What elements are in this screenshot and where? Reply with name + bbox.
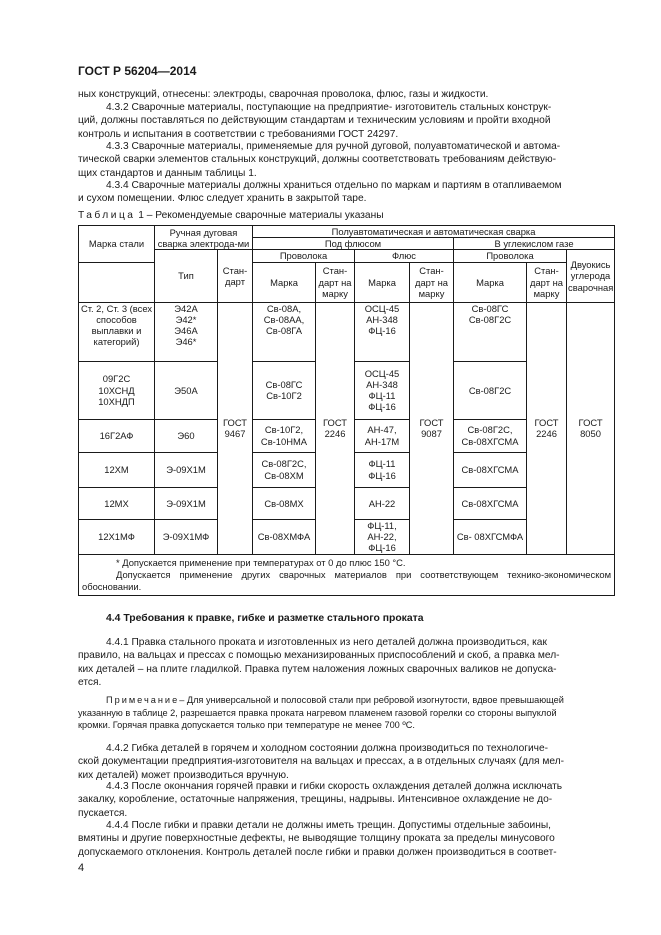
cell-electrode-type: Э-09Х1М	[155, 452, 218, 487]
cell-wire: Св-08ХМФА	[253, 519, 316, 554]
text-line: 4.4.1 Правка стального проката и изготовленных из него деталей должна производиться, как	[106, 637, 547, 648]
header-marka-wire: Марка	[253, 262, 316, 302]
text-line: вмятины и другие поверхностные дефекты, не выводящие толщину проката за пределы минусового	[78, 833, 555, 845]
cell-gost-co2: ГОСТ 8050	[567, 302, 615, 554]
paragraph-4-3-4	[78, 179, 612, 206]
text-line: 4.4.2 Гибка деталей в горячем и холодном состоянии должна производиться по технологиче-	[106, 743, 549, 754]
intro-paragraph	[78, 88, 612, 101]
cell-gost-electrode: ГОСТ 9467	[218, 302, 253, 554]
cell-co2-wire: Св-08ХГСМА	[454, 487, 527, 519]
paragraph-4-3-2	[78, 101, 612, 141]
footnote-other-materials: Допускается применение других сварочных материалов при соответствующем технико-экономическом обосновании.	[82, 568, 612, 592]
cell-flux: ОСЦ-45 АН-348 ФЦ-16	[355, 302, 410, 361]
cell-gost-flux: ГОСТ 9087	[410, 302, 454, 554]
cell-wire: Св-10Г2, Св-10НМА	[253, 419, 316, 452]
paragraph-4-4-4	[78, 819, 612, 859]
text-line: ской документации предприятия-изготовителя на вальцах и прессах, а в отдельных случаях (для мел-	[78, 756, 565, 768]
cell-co2-wire: Св-08ГС Св-08Г2С	[454, 302, 527, 361]
cell-electrode-type: Э-09Х1МФ	[155, 519, 218, 554]
cell-steel: 12Х1МФ	[79, 519, 155, 554]
text-line: ций, должны поставляться по действующим стандартам и техническим условиям и пройти входной	[78, 115, 551, 127]
text-line: 4.4.3 После окончания горячей правки и гибки скорость охлаждения деталей должна исключать	[106, 781, 563, 792]
header-provoloka: Проволока	[253, 250, 355, 262]
cell-steel: 12ХМ	[79, 452, 155, 487]
text-line: ется.	[78, 677, 102, 689]
cell-wire: Св-08МХ	[253, 487, 316, 519]
header-marka-flux: Марка	[355, 262, 410, 302]
text-line: контроль и испытания в соответствии с требованиями ГОСТ 24297.	[78, 128, 399, 140]
text-line: пускается.	[78, 807, 128, 819]
text-line: ных конструкций, отнесены: электроды, сварочная проволока, флюс, газы и жидкости.	[78, 89, 489, 100]
text-line: и сухом помещении. Флюс следует хранить в закрытой таре.	[78, 193, 367, 205]
paragraph-4-3-3	[78, 140, 612, 180]
header-v-uglekislom-gaze: В углекислом газе	[454, 238, 615, 250]
header-std-wire: Стан-дарт на марку	[316, 262, 355, 302]
cell-steel: 09Г2С 10ХСНД 10ХНДП	[79, 361, 155, 419]
paragraph-4-4-2	[78, 742, 612, 782]
text-line: тической сварки элементов стальных конструкций, должны соответствовать требованиям действую-	[78, 154, 556, 166]
table-caption-text: 1 – Рекомендуемые сварочные материалы указаны	[135, 210, 384, 221]
header-poluavtomaticheskaya: Полуавтоматическая и автоматическая сварка	[253, 226, 615, 238]
cell-steel: 16Г2АФ	[79, 419, 155, 452]
table-caption-word: Таблица	[78, 210, 136, 221]
cell-steel: 12МХ	[79, 487, 155, 519]
note-block	[78, 694, 612, 732]
header-standart: Стан-дарт	[218, 250, 253, 302]
header-flyus: Флюс	[355, 250, 454, 262]
header-tip: Тип	[155, 250, 218, 302]
cell-flux: ФЦ-11 ФЦ-16	[355, 452, 410, 487]
footnote-temperature: * Допускается применение при температурах от 0 до плюс 150 °С.	[116, 556, 406, 568]
header-pod-flyusom: Под флюсом	[253, 238, 454, 250]
text-line: 4.3.4 Сварочные материалы должны храниться отдельно по маркам и партиям в отапливаемом	[106, 180, 562, 191]
header-provoloka-co2: Проволока	[454, 250, 567, 262]
text-line: ких деталей) может производиться вручную.	[78, 769, 289, 781]
cell-flux: АН-22	[355, 487, 410, 519]
header-marka-stali: Марка стали	[79, 226, 155, 263]
table-footnotes	[79, 554, 615, 595]
cell-co2-wire: Св-08Г2С, Св-08ХГСМА	[454, 419, 527, 452]
cell-gost-wire: ГОСТ 2246	[316, 302, 355, 554]
header-marka-co2-wire: Марка	[454, 262, 527, 302]
cell-wire: Св-08ГС Св-10Г2	[253, 361, 316, 419]
paragraph-4-4-1	[78, 636, 612, 690]
welding-materials-table	[78, 225, 615, 596]
note-text: – Для универсальной и полосовой стали при ребровой изогнутости, вдвое превышающей	[179, 695, 564, 705]
cell-wire: Св-08Г2С, Св-08ХМ	[253, 452, 316, 487]
cell-flux: ОСЦ-45 АН-348 ФЦ-11 ФЦ-16	[355, 361, 410, 419]
cell-co2-wire: Св-08ХГСМА	[454, 452, 527, 487]
cell-electrode-type: Э-09Х1М	[155, 487, 218, 519]
cell-electrode-type: Э42А Э42* Э46А Э46*	[155, 302, 218, 361]
cell-electrode-type: Э60	[155, 419, 218, 452]
note-word: Примечание	[106, 695, 180, 705]
paragraph-4-4-3	[78, 780, 612, 820]
document-header: ГОСТ Р 56204—2014	[78, 64, 197, 78]
cell-flux: ФЦ-11, АН-22, ФЦ-16	[355, 519, 410, 554]
header-ruchnaya-svarka: Ручная дуговая сварка электрода-ми	[155, 226, 253, 250]
header-dvuokis-ugleroda: Двуокись углерода сварочная	[567, 250, 615, 302]
text-line: 4.4.4 После гибки и правки детали не должны иметь трещин. Допустимы отдельные забоины,	[106, 820, 551, 831]
header-steel-blank	[79, 262, 155, 302]
cell-wire: Св-08А, Св-08АА, Св-08ГА	[253, 302, 316, 361]
section-heading-4-4: 4.4 Требования к правке, гибке и разметке стального проката	[106, 613, 424, 624]
header-std-flux: Стан-дарт на марку	[410, 262, 454, 302]
text-line: правило, на вальцах и прессах с помощью механизированных приспособлений и скоб, а правка мел-	[78, 650, 560, 662]
page-number: 4	[78, 862, 85, 874]
text-line: указанную в таблице 2, разрешается правка проката нагревом пламенем газовой горелки со стороны выпуклой	[78, 707, 557, 718]
text-line: 4.3.3 Сварочные материалы, применяемые для ручной дуговой, полуавтоматической и автома-	[106, 141, 561, 152]
cell-co2-wire: Св-08Г2С	[454, 361, 527, 419]
table-caption	[78, 210, 384, 221]
cell-gost-co2-wire: ГОСТ 2246	[527, 302, 567, 554]
text-line	[78, 694, 612, 707]
cell-co2-wire: Св- 08ХГСМФА	[454, 519, 527, 554]
header-std-co2-wire: Стан-дарт на марку	[527, 262, 567, 302]
cell-electrode-type: Э50А	[155, 361, 218, 419]
text-line: допускаемого отклонения. Контроль деталей после гибки и правки должен производиться в соответ-	[78, 846, 557, 858]
cell-flux: АН-47, АН-17М	[355, 419, 410, 452]
text-line: ких деталей – на плите гладилкой. Правка путем наложения ложных сварочных валиков не допуска-	[78, 663, 557, 675]
text-line: 4.3.2 Сварочные материалы, поступающие на предприятие- изготовитель стальных конструк-	[106, 102, 552, 113]
text-line: кромки. Горячая правка допускается только при температуре не менее 700 ºС.	[78, 720, 415, 730]
cell-steel: Ст. 2, Ст. 3 (всех способов выплавки и категорий)	[79, 302, 155, 361]
text-line: щих стандартов и данным таблицы 1.	[78, 167, 257, 179]
text-line: закалку, коробление, остаточные напряжения, трещины, надрывы. Интенсивное охлаждение не до-	[78, 794, 553, 806]
